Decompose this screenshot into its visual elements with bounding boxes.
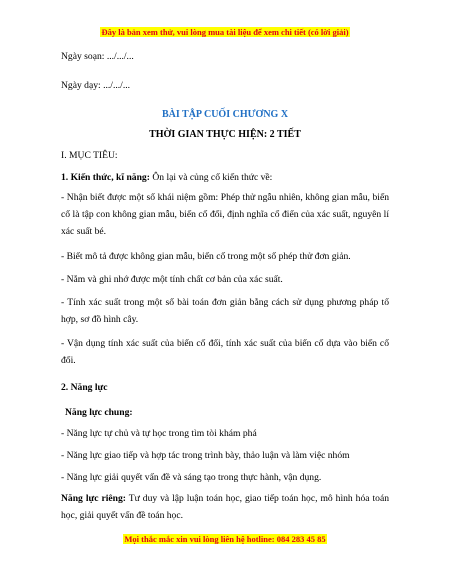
specific-competency-heading: Năng lực riêng: [61, 493, 126, 504]
knowledge-item: - Nhận biết được một số khái niệm gồm: Phép thử ngẫu nhiên, không gian mẫu, biến cố là tập con không gian mẫu, biến cố đối, định nghĩa cổ điển của xác suất, nguyên lí xác suất bé. [61, 192, 389, 237]
specific-competency-text: Tư duy và lập luận toán học, giao tiếp toán học, mô hình hóa toán học, giải quyết vấn đề toán học. [61, 493, 389, 521]
knowledge-heading: 1. Kiến thức, kĩ năng: [61, 172, 150, 183]
knowledge-heading-line [61, 169, 272, 186]
general-competency-item: - Năng lực giao tiếp và hợp tác trong trình bày, thảo luận và làm việc nhóm [61, 450, 350, 461]
general-competency-item: - Năng lực giải quyết vấn đề và sáng tạo trong thực hành, vận dụng. [61, 472, 322, 483]
document-title: BÀI TẬP CUỐI CHƯƠNG X [161, 109, 289, 120]
general-competency-heading: Năng lực chung: [65, 407, 133, 418]
hotline-banner [0, 534, 450, 544]
general-competency-item: - Năng lực tự chủ và tự học trong tìm tòi khám phá [61, 428, 257, 439]
hotline-text: Mọi thắc mắc xin vui lòng liên hệ hotline: 084 283 45 85 [124, 534, 326, 544]
knowledge-item: - Biết mô tả được không gian mẫu, biến cố trong một số phép thử đơn giản. [61, 251, 351, 262]
knowledge-intro: Ôn lại và củng cố kiến thức về: [149, 172, 273, 183]
knowledge-item: - Tính xác suất trong một số bài toán đơn giản bằng cách sử dụng phương pháp tổ hợp, sơ đồ hình cây. [61, 297, 389, 325]
specific-competency-paragraph [61, 490, 389, 524]
knowledge-item: - Nắm và ghi nhớ được một tính chất cơ bản của xác suất. [61, 274, 283, 285]
section-heading-objectives: I. MỤC TIÊU: [61, 150, 118, 161]
knowledge-item: - Vận dụng tính xác suất của biến cố đối, tính xác suất của biến cố dựa vào biến cố đối. [61, 338, 389, 366]
preview-notice-text: Đây là bản xem thử, vui lòng mua tài liệu để xem chi tiết (có lời giải) [101, 27, 349, 37]
date-prepared: Ngày soạn: .../.../... [61, 51, 134, 62]
preview-notice-banner [0, 27, 450, 37]
competency-heading: 2. Năng lực [61, 382, 108, 393]
document-subtitle: THỜI GIAN THỰC HIỆN: 2 TIẾT [149, 129, 301, 140]
date-taught: Ngày dạy: .../.../... [61, 80, 131, 91]
